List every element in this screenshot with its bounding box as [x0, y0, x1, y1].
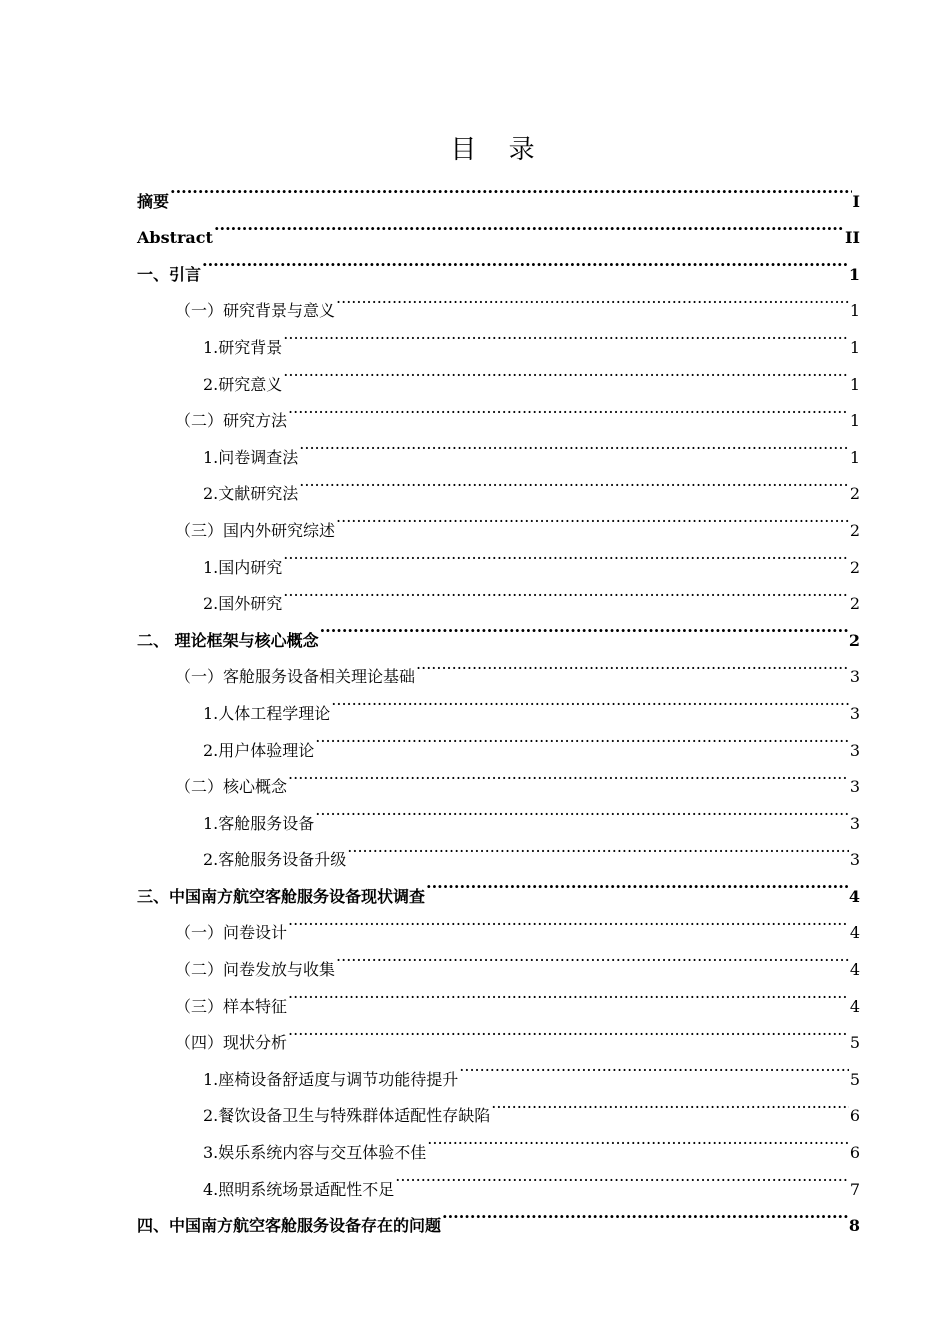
toc-page-number: 8	[848, 1216, 860, 1236]
toc-dot-leader	[288, 902, 849, 939]
toc-dot-leader	[336, 499, 849, 536]
toc-entry[interactable]	[137, 170, 860, 211]
toc-dot-leader	[202, 243, 848, 280]
toc-dot-leader	[288, 975, 849, 1012]
toc-dot-leader	[416, 646, 849, 683]
toc-page-number: 2	[849, 594, 860, 614]
toc-dot-leader	[214, 207, 844, 244]
toc-page-number: 2	[848, 630, 860, 650]
toc-dot-leader	[288, 756, 849, 793]
toc-page-number: 3	[849, 813, 860, 833]
toc-dot-leader	[288, 1012, 849, 1049]
toc-page-number: 1	[849, 301, 860, 321]
toc-dot-leader	[283, 353, 849, 390]
toc-page-number: 2	[849, 557, 860, 577]
toc-page-number: 1	[849, 447, 860, 467]
toc-entry-text: 四、中国南方航空客舱服务设备存在的问题	[137, 1216, 442, 1236]
toc-entry-text: 1.人体工程学理论	[203, 703, 331, 723]
toc-entry-text: 摘要	[137, 191, 170, 211]
toc-page-number: 5	[849, 1033, 860, 1053]
toc-page-number: 5	[849, 1069, 860, 1089]
toc-dot-leader	[283, 316, 849, 353]
toc-dot-leader	[299, 426, 849, 463]
toc-entry-text: 一、引言	[137, 264, 202, 284]
toc-page-number: 6	[849, 1106, 860, 1126]
toc-entry-text: 2.餐饮设备卫生与特殊群体适配性存缺陷	[203, 1106, 491, 1126]
toc-entry-text: 1.国内研究	[203, 557, 283, 577]
toc-page-number: 3	[849, 850, 860, 870]
toc-entry-text: 2.国外研究	[203, 594, 283, 614]
toc-dot-leader	[288, 390, 849, 427]
toc-entry-text: （三）国内外研究综述	[175, 520, 336, 540]
toc-dot-leader	[442, 1195, 848, 1232]
toc-page-number: 2	[849, 484, 860, 504]
toc-entry-text: 4.照明系统场景适配性不足	[203, 1179, 395, 1199]
toc-entry-text: （一）研究背景与意义	[175, 301, 336, 321]
toc-page-number: 4	[849, 996, 860, 1016]
toc-entry[interactable]	[137, 207, 860, 248]
toc-dot-leader	[283, 536, 849, 573]
toc-entry-text: 1.问卷调查法	[203, 447, 299, 467]
toc-entry[interactable]	[137, 280, 860, 321]
toc-dot-leader	[170, 170, 852, 207]
toc-page-number: 4	[848, 886, 860, 906]
toc-dot-leader	[347, 829, 849, 866]
toc-entry-text: （三）样本特征	[175, 996, 288, 1016]
toc-dot-leader	[315, 792, 849, 829]
toc-page-number: II	[845, 228, 860, 248]
toc-dot-leader	[299, 463, 849, 500]
toc-entry-text: （二）研究方法	[175, 411, 288, 431]
toc-entry-text: 2.研究意义	[203, 374, 283, 394]
toc-dot-leader	[331, 682, 849, 719]
toc-page-number: 1	[848, 264, 860, 284]
toc-entry-text: （四）现状分析	[175, 1033, 288, 1053]
toc-entry-text: （二）核心概念	[175, 777, 288, 797]
toc-title: 目 录	[450, 135, 547, 165]
toc-dot-leader	[336, 280, 849, 317]
toc-entry-text: Abstract	[137, 228, 213, 248]
toc-entry-text: 1.研究背景	[203, 337, 283, 357]
toc-page-number: 1	[849, 337, 860, 357]
toc-page-number: 1	[849, 374, 860, 394]
table-of-contents	[137, 170, 860, 1236]
toc-dot-leader	[320, 609, 848, 646]
toc-entry[interactable]	[137, 243, 860, 284]
toc-dot-leader	[427, 1121, 849, 1158]
toc-page-number: 2	[849, 520, 860, 540]
toc-entry-text: 2.客舱服务设备升级	[203, 850, 347, 870]
toc-page-number: 1	[849, 411, 860, 431]
toc-entry-text: 1.客舱服务设备	[203, 813, 315, 833]
toc-page-number: 3	[849, 703, 860, 723]
toc-entry-text: 2.文献研究法	[203, 484, 299, 504]
toc-page-number: 7	[849, 1179, 860, 1199]
toc-entry-text: 二、 理论框架与核心概念	[137, 630, 319, 650]
toc-page-number: 6	[849, 1143, 860, 1163]
toc-dot-leader	[283, 573, 849, 610]
toc-entry-text: （一）客舱服务设备相关理论基础	[175, 667, 416, 687]
toc-dot-leader	[336, 938, 849, 975]
toc-entry-text: 1.座椅设备舒适度与调节功能待提升	[203, 1069, 459, 1089]
toc-page-number: I	[852, 191, 860, 211]
toc-dot-leader	[315, 719, 849, 756]
toc-page-number: 4	[849, 960, 860, 980]
toc-entry-text: 三、中国南方航空客舱服务设备现状调查	[137, 886, 426, 906]
toc-entry-text: 3.娱乐系统内容与交互体验不佳	[203, 1143, 427, 1163]
toc-entry-text: （二）问卷发放与收集	[175, 960, 336, 980]
toc-page-number: 3	[849, 777, 860, 797]
toc-dot-leader	[395, 1158, 849, 1195]
toc-dot-leader	[426, 865, 848, 902]
toc-entry-text: 2.用户体验理论	[203, 740, 315, 760]
toc-page-number: 3	[849, 740, 860, 760]
toc-dot-leader	[491, 1085, 849, 1122]
toc-entry-text: （一）问卷设计	[175, 923, 288, 943]
toc-page-number: 4	[849, 923, 860, 943]
toc-page-number: 3	[849, 667, 860, 687]
toc-dot-leader	[459, 1048, 849, 1085]
